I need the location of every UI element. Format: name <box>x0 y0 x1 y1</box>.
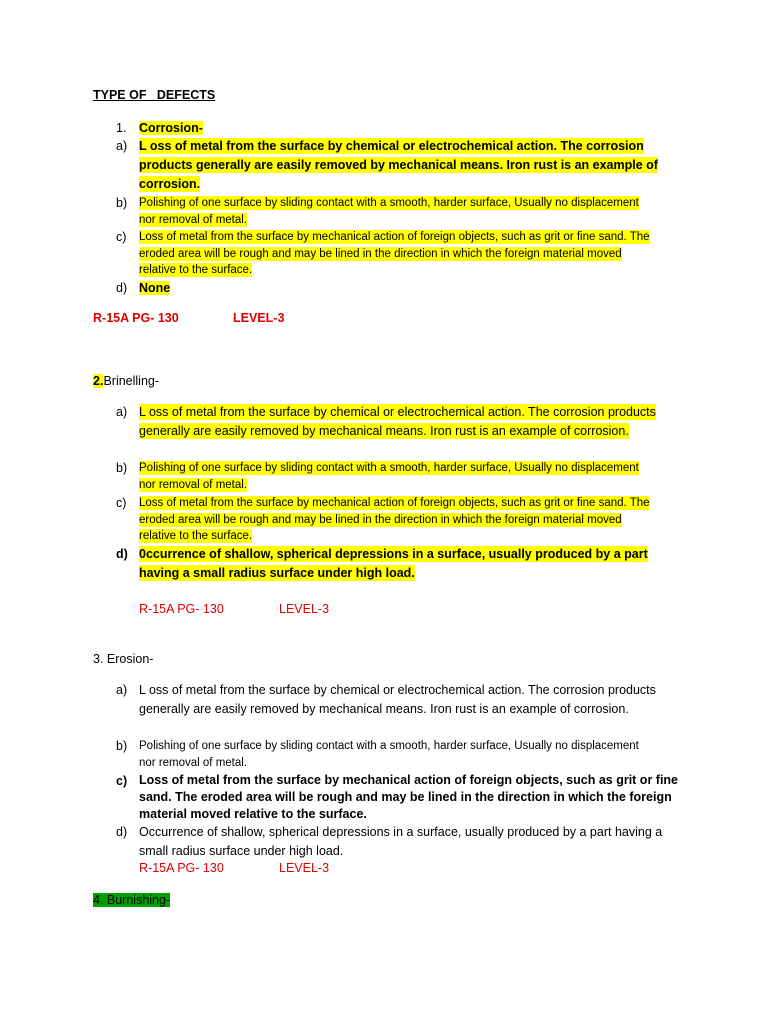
q1-option-b-label: b) <box>116 196 128 210</box>
q1-option-d: None <box>139 281 171 295</box>
q2-option-c-label: c) <box>116 496 127 510</box>
q1-option-c-label: c) <box>116 230 127 244</box>
q3-heading: 3. Erosion- <box>93 652 154 666</box>
q2-option-a-label: a) <box>116 405 128 419</box>
q2-level: LEVEL-3 <box>279 602 330 616</box>
q3-option-a-label: a) <box>116 683 128 697</box>
q1-option-d-label: d) <box>116 281 128 295</box>
q3-option-b: Polishing of one surface by sliding contact with a smooth, harder surface, Usually no displacement nor removal of metal. <box>139 740 639 769</box>
q4-heading: 4. Burnishing- <box>93 893 171 907</box>
q3-option-c-label: c) <box>116 774 128 788</box>
q2-option-c: Loss of metal from the surface by mechanical action of foreign objects, such as grit or fine sand. The eroded area will be rough and may be lined in the direction in which the foreign material moved relative to the surface. <box>139 497 650 542</box>
q1-option-a-label: a) <box>116 139 128 153</box>
document-title: TYPE OF DEFECTS <box>93 88 216 102</box>
q3-reference: R-15A PG- 130 <box>139 861 224 875</box>
q2-option-d: 0ccurrence of shallow, spherical depressions in a surface, usually produced by a part having a small radius surface under high load. <box>139 547 648 580</box>
q1-number: 1. <box>116 121 127 135</box>
q2-option-b-label: b) <box>116 461 128 475</box>
q3-option-d-label: d) <box>116 825 128 839</box>
q1-level: LEVEL-3 <box>233 311 285 325</box>
q2-option-b: Polishing of one surface by sliding contact with a smooth, harder surface, Usually no displacement nor removal of metal. <box>139 462 639 491</box>
q1-reference: R-15A PG- 130 <box>93 311 179 325</box>
q3-option-b-label: b) <box>116 739 128 753</box>
q1-option-c: Loss of metal from the surface by mechanical action of foreign objects, such as grit or fine sand. The eroded area will be rough and may be lined in the direction in which the foreign material moved relative to the surface. <box>139 231 650 276</box>
q1-option-a: L oss of metal from the surface by chemical or electrochemical action. The corrosion products generally are easily removed by mechanical means. Iron rust is an example of corrosion. <box>139 139 658 191</box>
q2-heading-line: 2.Brinelling- <box>93 374 160 388</box>
q2-reference: R-15A PG- 130 <box>139 602 224 616</box>
q1-heading: Corrosion- <box>139 121 203 135</box>
q2-option-a: L oss of metal from the surface by chemical or electrochemical action. The corrosion products generally are easily removed by mechanical means. Iron rust is an example of corrosion. <box>139 405 656 438</box>
q3-option-d: Occurrence of shallow, spherical depressions in a surface, usually produced by a part having a small radius surface under high load. <box>139 825 663 858</box>
q2-option-d-label: d) <box>116 547 128 561</box>
q3-option-c: Loss of metal from the surface by mechanical action of foreign objects, such as grit or fine sand. The eroded area will be rough and may be lined in the direction in which the foreign material moved relative to the surface. <box>139 773 679 821</box>
q1-option-b: Polishing of one surface by sliding contact with a smooth, harder surface, Usually no displacement nor removal of metal. <box>139 197 639 226</box>
q3-level: LEVEL-3 <box>279 861 330 875</box>
q3-option-a: L oss of metal from the surface by chemical or electrochemical action. The corrosion products generally are easily removed by mechanical means. Iron rust is an example of corrosion. <box>139 683 656 716</box>
